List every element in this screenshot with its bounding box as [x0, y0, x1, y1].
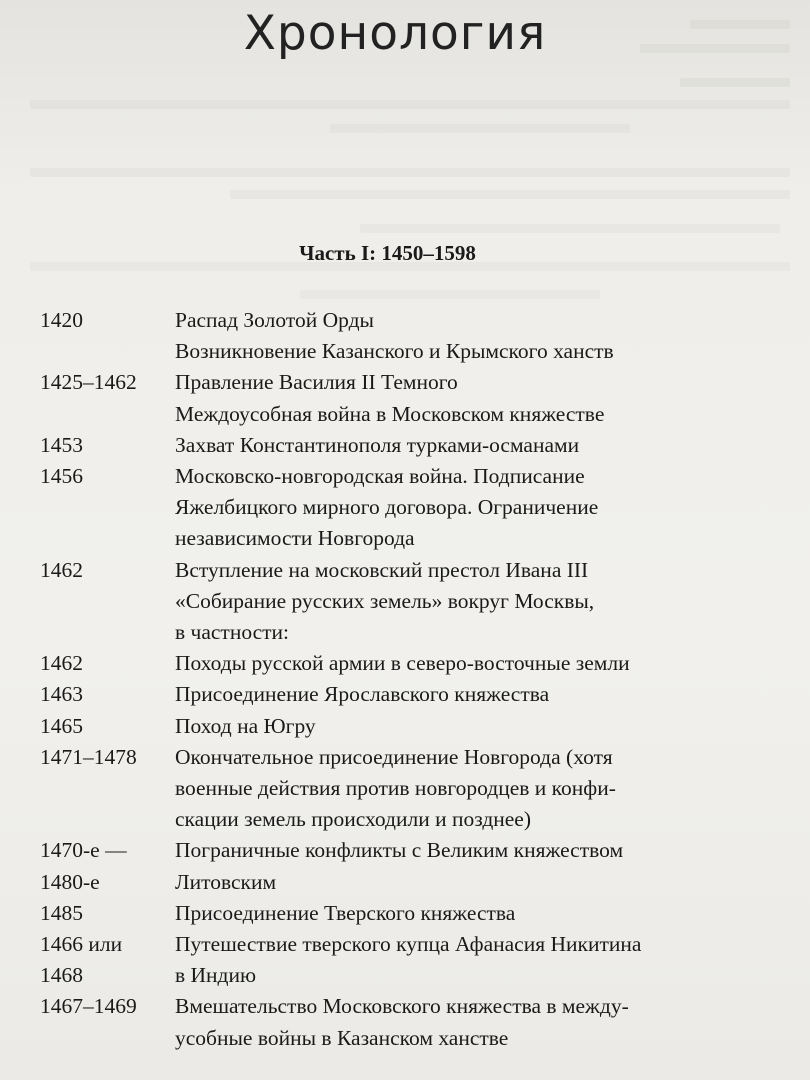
chronology-entry [0, 711, 810, 742]
entry-date-line: 1468 [40, 963, 83, 988]
entry-date [0, 367, 175, 429]
entry-description [175, 648, 775, 679]
entry-date [0, 305, 175, 367]
chronology-entry [0, 835, 810, 897]
entry-text-line: Яжелбицкого мирного договора. Ограничение [175, 495, 599, 520]
entry-date [0, 648, 175, 679]
entry-description [175, 835, 775, 897]
entry-date-line: 1453 [40, 432, 83, 457]
entry-date-line: 1465 [40, 713, 83, 738]
chronology-entry [0, 461, 810, 555]
entry-date [0, 742, 175, 836]
entry-date-line: 1462 [40, 557, 83, 582]
section-heading: Часть I: 1450–1598 [299, 241, 476, 265]
entry-text-line: Вступление на московский престол Ивана III [175, 557, 589, 582]
entry-description [175, 367, 775, 429]
entry-description [175, 898, 775, 929]
chronology-entry [0, 367, 810, 429]
entry-date-line: 1425–1462 [40, 370, 137, 395]
chronology-entry [0, 929, 810, 991]
chronology-entry [0, 430, 810, 461]
entry-date [0, 555, 175, 649]
entry-description [175, 305, 775, 367]
entry-date [0, 430, 175, 461]
entry-text-line: военные действия против новгородцев и конфи- [175, 776, 616, 801]
entry-text-line: в частности: [175, 620, 290, 645]
entry-date [0, 679, 175, 710]
entry-description [175, 555, 775, 649]
entry-text-line: в Индию [175, 963, 257, 988]
entry-text-line: Присоединение Ярославского княжества [175, 682, 550, 707]
entry-text-line: «Собирание русских земель» вокруг Москвы, [175, 588, 595, 613]
entry-text-line: Междоусобная война в Московском княжестве [175, 401, 605, 426]
entry-text-line: Распад Золотой Орды [175, 308, 374, 332]
chronology-entry [0, 305, 810, 367]
entry-text-line: Поход на Югру [175, 713, 316, 738]
entry-date-line: 1471–1478 [40, 744, 137, 769]
entry-date-line: 1485 [40, 900, 83, 925]
entry-date-line: 1466 или [40, 932, 123, 957]
entry-description [175, 461, 775, 555]
entry-text-line: Возникновение Казанского и Крымского ханств [175, 339, 614, 364]
chronology-list [0, 305, 810, 1054]
entry-date-line: 1462 [40, 651, 83, 676]
entry-text-line: Вмешательство Московского княжества в между- [175, 994, 629, 1019]
entry-text-line: Присоединение Тверского княжества [175, 900, 516, 925]
entry-date-line: 1463 [40, 682, 83, 707]
entry-description [175, 991, 775, 1053]
chronology-entry [0, 898, 810, 929]
entry-description [175, 742, 775, 836]
entry-date-line: 1480-е [40, 869, 100, 894]
entry-date [0, 711, 175, 742]
entry-text-line: Правление Василия II Темного [175, 370, 458, 395]
entry-description [175, 430, 775, 461]
entry-text-line: независимости Новгорода [175, 526, 415, 551]
entry-text-line: Московско-новгородская война. Подписание [175, 464, 585, 489]
entry-date-line: 1420 [40, 308, 83, 332]
chronology-entry [0, 991, 810, 1053]
entry-text-line: Походы русской армии в северо-восточные земли [175, 651, 630, 676]
chronology-entry [0, 742, 810, 836]
chronology-entry [0, 648, 810, 679]
entry-text-line: усобные войны в Казанском ханстве [175, 1025, 509, 1050]
entry-description [175, 929, 775, 991]
entry-date [0, 929, 175, 991]
entry-text-line: Окончательное присоединение Новгорода (хотя [175, 744, 613, 769]
entry-date-line: 1470-е — [40, 838, 127, 863]
entry-date [0, 835, 175, 897]
entry-text-line: Захват Константинополя турками-османами [175, 432, 580, 457]
entry-date-line: 1467–1469 [40, 994, 137, 1019]
entry-date [0, 461, 175, 555]
chronology-entry [0, 679, 810, 710]
entry-date [0, 898, 175, 929]
entry-text-line: Путешествие тверского купца Афанасия Никитина [175, 932, 642, 957]
entry-text-line: Пограничные конфликты с Великим княжеством [175, 838, 624, 863]
entry-text-line: скации земель происходили и позднее) [175, 807, 532, 832]
entry-date [0, 991, 175, 1053]
entry-description [175, 711, 775, 742]
entry-date-line: 1456 [40, 464, 83, 489]
entry-text-line: Литовским [175, 869, 277, 894]
entry-description [175, 679, 775, 710]
page-title: Хронология [243, 6, 547, 61]
chronology-entry [0, 555, 810, 649]
